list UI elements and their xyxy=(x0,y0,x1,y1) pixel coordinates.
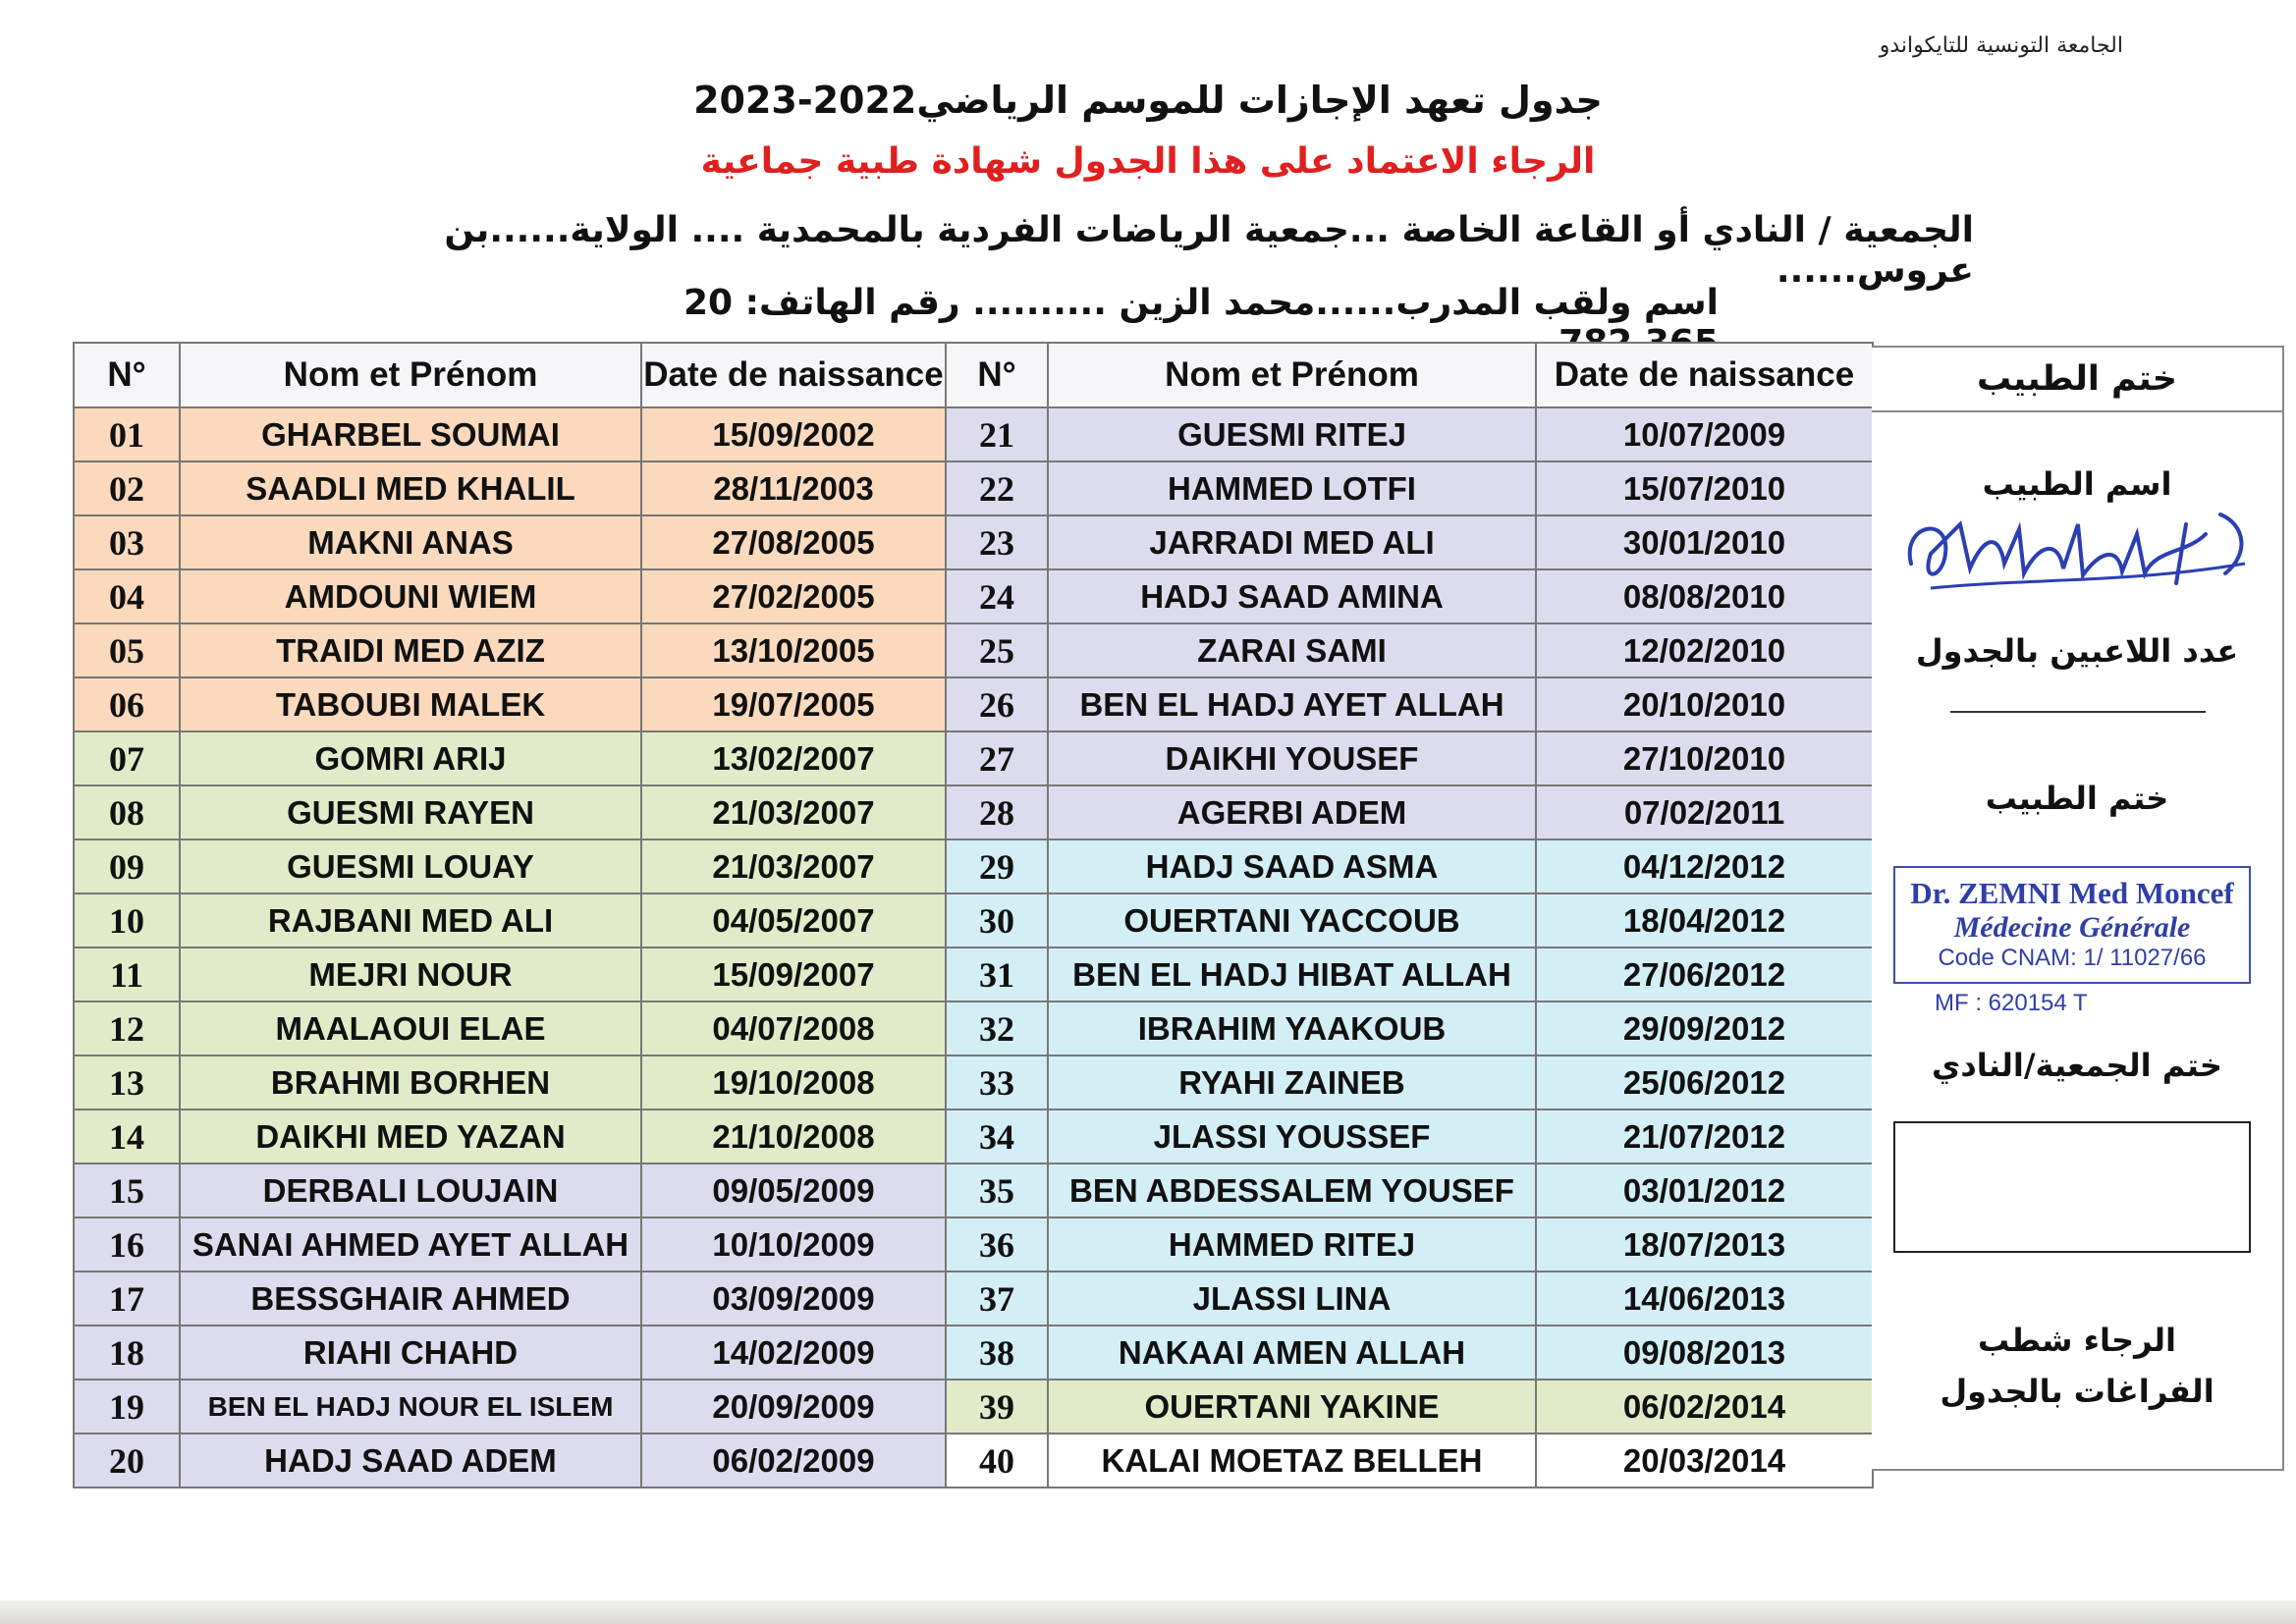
col-num-right: N° xyxy=(946,343,1048,407)
player-name: KALAI MOETAZ BELLEH xyxy=(1048,1434,1536,1488)
player-dob: 21/03/2007 xyxy=(641,785,946,839)
table-header-row xyxy=(74,343,1873,407)
col-name-left: Nom et Prénom xyxy=(180,343,641,407)
player-number: 03 xyxy=(74,515,180,569)
players-count-label: عدد اللاعبين بالجدول xyxy=(1915,632,2239,670)
player-name: HADJ SAAD ASMA xyxy=(1048,839,1536,893)
player-dob: 15/07/2010 xyxy=(1536,461,1873,515)
player-name: RAJBANI MED ALI xyxy=(180,893,641,947)
player-dob: 20/09/2009 xyxy=(641,1380,946,1434)
cross-out-note: الرجاء شطب الفراغات بالجدول xyxy=(1940,1322,2214,1410)
player-dob: 20/10/2010 xyxy=(1536,677,1873,731)
player-dob: 21/03/2007 xyxy=(641,839,946,893)
player-number: 17 xyxy=(74,1272,180,1326)
player-number: 01 xyxy=(74,407,180,461)
player-number: 30 xyxy=(946,893,1048,947)
player-dob: 12/02/2010 xyxy=(1536,623,1873,677)
player-name: RIAHI CHAHD xyxy=(180,1326,641,1380)
player-name: TRAIDI MED AZIZ xyxy=(180,623,641,677)
doctor-panel xyxy=(1872,346,2284,1471)
table-row xyxy=(74,1326,1873,1380)
player-dob: 03/01/2012 xyxy=(1536,1164,1873,1218)
player-dob: 30/01/2010 xyxy=(1536,515,1873,569)
player-name: DERBALI LOUJAIN xyxy=(180,1164,641,1218)
roster-body xyxy=(74,407,1873,1488)
player-dob: 13/02/2007 xyxy=(641,731,946,785)
player-number: 06 xyxy=(74,677,180,731)
player-number: 29 xyxy=(946,839,1048,893)
player-number: 22 xyxy=(946,461,1048,515)
player-name: BEN EL HADJ HIBAT ALLAH xyxy=(1048,947,1536,1001)
table-row xyxy=(74,1434,1873,1488)
player-number: 18 xyxy=(74,1326,180,1380)
player-name: BEN ABDESSALEM YOUSEF xyxy=(1048,1164,1536,1218)
roster-table xyxy=(73,342,1874,1489)
player-name: DAIKHI MED YAZAN xyxy=(180,1110,641,1164)
player-dob: 27/08/2005 xyxy=(641,515,946,569)
players-count-line xyxy=(1950,711,2206,713)
player-dob: 13/10/2005 xyxy=(641,623,946,677)
player-name: HADJ SAAD ADEM xyxy=(180,1434,641,1488)
player-dob: 07/02/2011 xyxy=(1536,785,1873,839)
player-number: 37 xyxy=(946,1272,1048,1326)
stamp-cnam-code: Code CNAM: 1/ 11027/66 xyxy=(1938,945,2207,971)
player-number: 39 xyxy=(946,1380,1048,1434)
table-row xyxy=(74,1001,1873,1056)
player-dob: 28/11/2003 xyxy=(641,461,946,515)
player-dob: 20/03/2014 xyxy=(1536,1434,1873,1488)
table-row xyxy=(74,461,1873,515)
player-name: GOMRI ARIJ xyxy=(180,731,641,785)
player-name: GUESMI RAYEN xyxy=(180,785,641,839)
player-dob: 15/09/2007 xyxy=(641,947,946,1001)
player-number: 16 xyxy=(74,1218,180,1272)
organization-name: الجامعة التونسية للتايكواندو xyxy=(1879,33,2123,58)
player-number: 12 xyxy=(74,1001,180,1056)
doctor-stamp xyxy=(1893,866,2251,1016)
player-number: 36 xyxy=(946,1218,1048,1272)
player-name: HAMMED LOTFI xyxy=(1048,461,1536,515)
player-name: OUERTANI YACCOUB xyxy=(1048,893,1536,947)
player-name: AGERBI ADEM xyxy=(1048,785,1536,839)
table-row xyxy=(74,1380,1873,1434)
table-row xyxy=(74,785,1873,839)
player-dob: 25/06/2012 xyxy=(1536,1056,1873,1110)
player-dob: 21/10/2008 xyxy=(641,1110,946,1164)
table-row xyxy=(74,677,1873,731)
player-name: BRAHMI BORHEN xyxy=(180,1056,641,1110)
player-number: 14 xyxy=(74,1110,180,1164)
player-name: RYAHI ZAINEB xyxy=(1048,1056,1536,1110)
player-dob: 10/07/2009 xyxy=(1536,407,1873,461)
player-number: 31 xyxy=(946,947,1048,1001)
player-dob: 09/05/2009 xyxy=(641,1164,946,1218)
col-num-left: N° xyxy=(74,343,180,407)
player-name: AMDOUNI WIEM xyxy=(180,569,641,623)
coach-line-text: اسم ولقب المدرب......محمد الزين .......... رقم الهاتف: xyxy=(744,283,1719,323)
player-name: DAIKHI YOUSEF xyxy=(1048,731,1536,785)
player-dob: 14/02/2009 xyxy=(641,1326,946,1380)
table-row xyxy=(74,1218,1873,1272)
player-number: 19 xyxy=(74,1380,180,1434)
player-number: 11 xyxy=(74,947,180,1001)
player-dob: 27/06/2012 xyxy=(1536,947,1873,1001)
player-dob: 09/08/2013 xyxy=(1536,1326,1873,1380)
player-dob: 06/02/2009 xyxy=(641,1434,946,1488)
player-name: NAKAAI AMEN ALLAH xyxy=(1048,1326,1536,1380)
player-number: 23 xyxy=(946,515,1048,569)
player-number: 25 xyxy=(946,623,1048,677)
player-number: 15 xyxy=(74,1164,180,1218)
doctor-signature xyxy=(1891,495,2265,603)
col-name-right: Nom et Prénom xyxy=(1048,343,1536,407)
stamp-mf: MF : 620154 T xyxy=(1935,990,2088,1016)
table-row xyxy=(74,947,1873,1001)
player-dob: 21/07/2012 xyxy=(1536,1110,1873,1164)
player-name: IBRAHIM YAAKOUB xyxy=(1048,1001,1536,1056)
doctor-name-label: اسم الطبيب xyxy=(1982,465,2172,503)
player-name: MEJRI NOUR xyxy=(180,947,641,1001)
player-name: BEN EL HADJ AYET ALLAH xyxy=(1048,677,1536,731)
club-stamp-box xyxy=(1893,1121,2251,1253)
player-dob: 04/12/2012 xyxy=(1536,839,1873,893)
player-dob: 03/09/2009 xyxy=(641,1272,946,1326)
table-row xyxy=(74,1164,1873,1218)
table-row xyxy=(74,569,1873,623)
col-dob-left: Date de naissance xyxy=(641,343,946,407)
player-dob: 27/10/2010 xyxy=(1536,731,1873,785)
table-row xyxy=(74,515,1873,569)
player-dob: 18/07/2013 xyxy=(1536,1218,1873,1272)
table-row xyxy=(74,839,1873,893)
player-name: GUESMI RITEJ xyxy=(1048,407,1536,461)
player-name: JLASSI YOUSSEF xyxy=(1048,1110,1536,1164)
player-dob: 15/09/2002 xyxy=(641,407,946,461)
stamp-doctor-name: Dr. ZEMNI Med Moncef xyxy=(1910,876,2234,910)
table-row xyxy=(74,623,1873,677)
player-dob: 19/07/2005 xyxy=(641,677,946,731)
col-dob-right: Date de naissance xyxy=(1536,343,1873,407)
document-subtitle: الرجاء الاعتماد على هذا الجدول شهادة طبية جماعية xyxy=(700,141,1596,182)
player-number: 28 xyxy=(946,785,1048,839)
table-row xyxy=(74,1056,1873,1110)
player-name: MAALAOUI ELAE xyxy=(180,1001,641,1056)
player-number: 02 xyxy=(74,461,180,515)
player-number: 20 xyxy=(74,1434,180,1488)
player-number: 10 xyxy=(74,893,180,947)
player-dob: 14/06/2013 xyxy=(1536,1272,1873,1326)
player-number: 08 xyxy=(74,785,180,839)
player-number: 04 xyxy=(74,569,180,623)
doctor-panel-heading: ختم الطبيب xyxy=(1872,348,2282,412)
player-name: GUESMI LOUAY xyxy=(180,839,641,893)
player-name: ZARAI SAMI xyxy=(1048,623,1536,677)
player-number: 33 xyxy=(946,1056,1048,1110)
table-row xyxy=(74,731,1873,785)
player-dob: 10/10/2009 xyxy=(641,1218,946,1272)
player-name: OUERTANI YAKINE xyxy=(1048,1380,1536,1434)
club-line: الجمعية / النادي أو القاعة الخاصة ...جمعية الرياضات الفردية بالمحمدية .... الولاية......بن عروس...... xyxy=(444,210,1974,291)
table-row xyxy=(74,1272,1873,1326)
doctor-stamp-label: ختم الطبيب xyxy=(1985,780,2169,817)
player-number: 07 xyxy=(74,731,180,785)
club-stamp-label: ختم الجمعية/النادي xyxy=(1932,1047,2222,1084)
player-number: 09 xyxy=(74,839,180,893)
player-name: MAKNI ANAS xyxy=(180,515,641,569)
player-name: TABOUBI MALEK xyxy=(180,677,641,731)
player-number: 26 xyxy=(946,677,1048,731)
player-number: 27 xyxy=(946,731,1048,785)
player-dob: 29/09/2012 xyxy=(1536,1001,1873,1056)
player-dob: 18/04/2012 xyxy=(1536,893,1873,947)
player-dob: 04/05/2007 xyxy=(641,893,946,947)
page-edge xyxy=(0,1600,2296,1624)
player-number: 38 xyxy=(946,1326,1048,1380)
player-name: HADJ SAAD AMINA xyxy=(1048,569,1536,623)
table-row xyxy=(74,1110,1873,1164)
player-name: BEN EL HADJ NOUR EL ISLEM xyxy=(180,1380,641,1434)
table-row xyxy=(74,893,1873,947)
table-row xyxy=(74,407,1873,461)
player-number: 05 xyxy=(74,623,180,677)
player-dob: 19/10/2008 xyxy=(641,1056,946,1110)
player-name: JLASSI LINA xyxy=(1048,1272,1536,1326)
player-dob: 27/02/2005 xyxy=(641,569,946,623)
stamp-specialty: Médecine Générale xyxy=(1953,911,2191,944)
player-name: BESSGHAIR AHMED xyxy=(180,1272,641,1326)
player-name: HAMMED RITEJ xyxy=(1048,1218,1536,1272)
coach-phone: 20 xyxy=(683,283,734,323)
player-name: SANAI AHMED AYET ALLAH xyxy=(180,1218,641,1272)
player-name: GHARBEL SOUMAI xyxy=(180,407,641,461)
player-dob: 08/08/2010 xyxy=(1536,569,1873,623)
document-title: جدول تعهد الإجازات للموسم الرياضي2022-2023 xyxy=(693,79,1603,122)
player-number: 21 xyxy=(946,407,1048,461)
player-number: 35 xyxy=(946,1164,1048,1218)
player-dob: 06/02/2014 xyxy=(1536,1380,1873,1434)
player-number: 40 xyxy=(946,1434,1048,1488)
player-name: JARRADI MED ALI xyxy=(1048,515,1536,569)
player-number: 24 xyxy=(946,569,1048,623)
player-name: SAADLI MED KHALIL xyxy=(180,461,641,515)
player-number: 13 xyxy=(74,1056,180,1110)
player-number: 32 xyxy=(946,1001,1048,1056)
player-dob: 04/07/2008 xyxy=(641,1001,946,1056)
player-number: 34 xyxy=(946,1110,1048,1164)
